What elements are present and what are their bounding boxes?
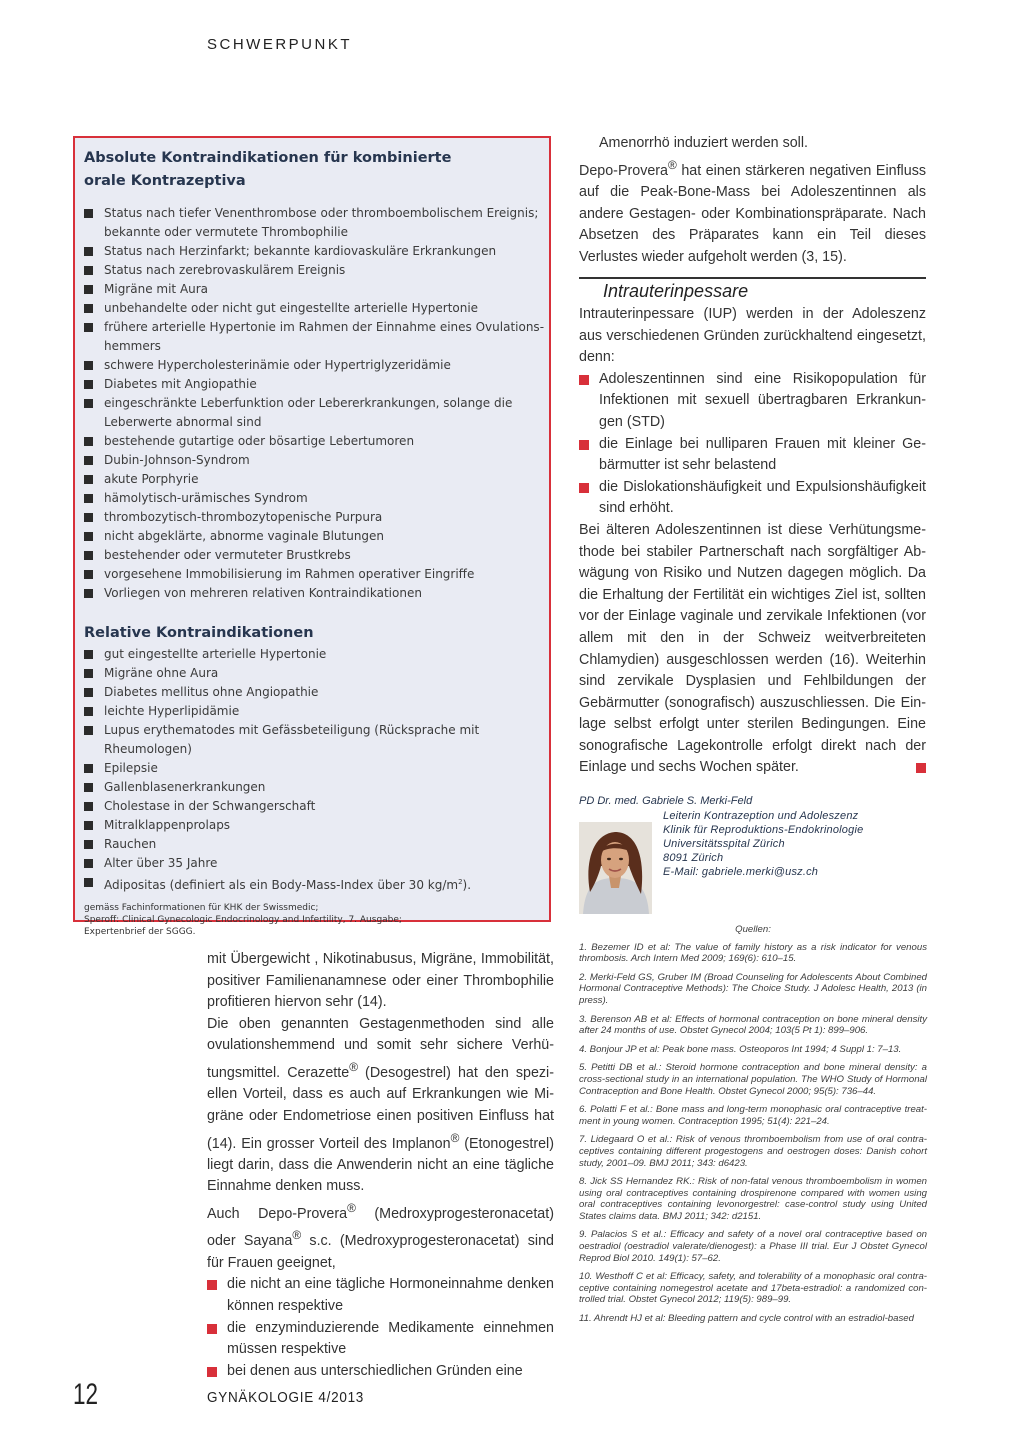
list-item: gut eingestellte arterielle Hypertonie bbox=[84, 645, 552, 664]
paragraph: Amenorrhö induziert werden soll. bbox=[599, 135, 808, 151]
reference-item: 10. Westhoff C et al: Efficacy, safety, and tolerability of a monophasic oral contraceptive containing nomegestrol acetate and 17beta-estradiol: a randomized controlled trial. Obstet Gynecol 2012; 119(5): 989–99. bbox=[579, 1271, 927, 1306]
list-item: bei denen aus unterschiedlichen Gründen eine bbox=[207, 1361, 554, 1383]
list-item: Diabetes mit Angiopathie bbox=[84, 375, 552, 394]
list-item: Rauchen bbox=[84, 835, 552, 854]
right-column-iup bbox=[579, 304, 926, 779]
list-item: leichte Hyperlipidämie bbox=[84, 702, 552, 721]
list-item: Migräne mit Aura bbox=[84, 280, 552, 299]
journal-title: GYNÄKOLOGIE 4/2013 bbox=[207, 1389, 365, 1406]
author-photo bbox=[579, 822, 652, 914]
list-item: Status nach zerebrovaskulärem Ereignis bbox=[84, 261, 552, 280]
list-item: die Dislokationshäufigkeit und Expulsionshäufigkeit sind erhöht. bbox=[579, 477, 926, 520]
reference-item: 4. Bonjour JP et al: Peak bone mass. Osteoporos Int 1994; 4 Suppl 1: 7–13. bbox=[579, 1043, 902, 1055]
list-item: die Einlage bei nulliparen Frauen mit kleiner Gebärmutter ist sehr belastend bbox=[579, 434, 926, 477]
list-item: eingeschränkte Leberfunktion oder Lebererkrankungen, solange die Leberwerte abnormal sind bbox=[84, 394, 552, 432]
page-number: 12 bbox=[73, 1378, 99, 1411]
list-item: schwere Hypercholesterinämie oder Hypertriglyzeridämie bbox=[84, 356, 552, 375]
paragraph: Intrauterinpessare (IUP) werden in der Adoleszenz aus verschiedenen Gründen zurückhaltend eingesetzt, denn: bbox=[579, 306, 926, 366]
list-item: Adoleszentinnen sind eine Risikopopulation für Infektionen mit sexuell übertragbaren Erkrankungen (STD) bbox=[579, 369, 926, 434]
reference-item: 9. Palacios S et al.: Efficacy and safety of a novel oral contraceptive based on oestradiol (oestradiol valerate/dienogest): a Phase III trial. Eur J Obstet Gynecol Reprod Biol 2010. 149(1): 57–62. bbox=[579, 1229, 927, 1264]
reference-item: 5. Petitti DB et al.: Steroid hormone contraception and bone mineral density: a cross-sectional study in an international population. The WHO Study of Hormonal Contraception and Bone Health. Obstet Gynecol 2000; 95(5): 736–44. bbox=[579, 1062, 927, 1097]
iup-reasons-list bbox=[579, 369, 926, 520]
relative-contraindications-title: Relative Kontraindikationen bbox=[84, 625, 314, 641]
reference-item: 8. Jick SS Hernandez RK.: Risk of non-fatal venous thromboembolism in women using oral contraceptives containing drospirenone compared with women using oral contraceptives containing levonorgestrel: case-control study using United States claims data. BMJ 2011; 342: d2151. bbox=[579, 1176, 927, 1222]
reference-item: 1. Bezemer ID et al: The value of family history as a risk indicator for venous thrombosis. Arch Intern Med 2009; 169(6): 610–15. bbox=[579, 941, 927, 965]
list-item: frühere arterielle Hypertonie im Rahmen der Einnahme eines Ovulationshemmers bbox=[84, 318, 552, 356]
relative-contraindications-list bbox=[84, 645, 549, 895]
author-name: PD Dr. med. Gabriele S. Merki-Feld bbox=[579, 795, 753, 807]
list-item: thrombozytisch-thrombozytopenische Purpura bbox=[84, 508, 552, 527]
list-item: Epilepsie bbox=[84, 759, 552, 778]
reference-item: 11. Ahrendt HJ et al: Bleeding pattern and cycle control with an estradiol-based bbox=[579, 1313, 914, 1325]
author-affiliation: Leiterin Kontrazeption und Adoleszenz Klinik für Reproduktions-Endokrinologie Universitätsspital Zürich 8091 Zürich E-Mail: gabriele.merki@usz.ch bbox=[663, 810, 864, 878]
list-item: die enzyminduzierende Medikamente einnehmen müssen respektive bbox=[207, 1318, 554, 1361]
list-item: Vorliegen von mehreren relativen Kontraindikationen bbox=[84, 584, 552, 603]
section-divider bbox=[579, 277, 926, 279]
list-item: Gallenblasenerkrankungen bbox=[84, 778, 552, 797]
list-item: hämolytisch-urämisches Syndrom bbox=[84, 489, 552, 508]
list-item: Lupus erythematodes mit Gefässbeteiligung (Rücksprache mit Rheumologen) bbox=[84, 721, 552, 759]
list-item: Adipositas (definiert als ein Body-Mass-Index über 30 $kg/m^2$). bbox=[84, 873, 552, 895]
absolute-contraindications-list bbox=[84, 204, 549, 603]
box-sources: gemäss Fachinformationen für KHK der Swissmedic; Speroff: Clinical Gynecologic Endocrinology and Infertility, 7. Ausgabe; Expertenbrief der SGGG. bbox=[84, 903, 402, 937]
reference-item: 3. Berenson AB et al: Effects of hormonal contraception on bone mineral density after 24 months of use. Obstet Gynecol 2004; 103(5 Pt 1): 899–906. bbox=[579, 1013, 927, 1037]
section-title-iup: Intrauterinpessare bbox=[603, 281, 749, 301]
paragraph: Auch Depo-Provera® (Medroxyprogesteronacetat) oder Sayana® s.c. (Medroxyprogesteronacetat) sind für Frauen geeignet, bbox=[207, 1201, 554, 1271]
list-item: Cholestase in der Schwangerschaft bbox=[84, 797, 552, 816]
reference-item: 7. Lidegaard O et al.: Risk of venous thromboembolism from use of oral contraceptives containing different progestogens and oestrogen doses: Danish cohort study, 2001–09. BMJ 2011; 343: d6423. bbox=[579, 1134, 927, 1169]
list-item: akute Porphyrie bbox=[84, 470, 552, 489]
bullet-list bbox=[207, 1274, 554, 1382]
list-item: vorgesehene Immobilisierung im Rahmen operativer Eingriffe bbox=[84, 565, 552, 584]
references bbox=[579, 924, 927, 1332]
list-item: bestehende gutartige oder bösartige Lebertumoren bbox=[84, 432, 552, 451]
contraindications-box bbox=[73, 136, 551, 937]
list-item: Diabetes mellitus ohne Angiopathie bbox=[84, 683, 552, 702]
list-item: Alter über 35 Jahre bbox=[84, 854, 552, 873]
end-mark bbox=[916, 763, 926, 773]
list-item: die nicht an eine tägliche Hormoneinnahme denken können respektive bbox=[207, 1274, 554, 1317]
paragraph: Die oben genannten Gestagenmethoden sind alle ovulationshemmend und somit sehr sichere Verhütungsmittel. Cerazette® (Desogestrel) hat den speziellen Vorteil, dass es auch auf Erkrankungen wie Migräne oder Endometriose einen positiven Einfluss hat (14). Ein grosser Vorteil des Implanon® (Etonogestrel) liegt darin, dass die Anwenderin nicht an eine tägliche Einnahme denken muss. bbox=[207, 1015, 554, 1195]
list-item: Migräne ohne Aura bbox=[84, 664, 552, 683]
paragraph: mit Übergewicht , Nikotinabusus, Migräne, Immobilität, positiver Familienanamnese oder einer Thrombophilie profitieren hiervon sehr (14). bbox=[207, 951, 554, 1011]
author-email: E-Mail: gabriele.merki@usz.ch bbox=[663, 866, 819, 878]
paragraph: Depo-Provera® hat einen stärkeren negativen Einfluss auf die Peak-Bone-Mass bei Adoleszentinnen als andere Gestagen- oder Kombinationspräparate. Nach Absetzen des Präparates kann ein Teil dieses Verlustes wieder aufgeholt werden (3, 15). bbox=[579, 157, 926, 265]
reference-item: 2. Merki-Feld GS, Gruber IM (Broad Counseling for Adolescents About Combined Hormonal Contraceptive Methods): The Choice Study. J Adolesc Health, 2013 (in press). bbox=[579, 971, 927, 1006]
list-item: Dubin-Johnson-Syndrom bbox=[84, 451, 552, 470]
paragraph: Bei älteren Adoleszentinnen ist diese Verhütungsmethode bei stabiler Partnerschaft nach sorgfältiger Abwägung von Risiko und Nutzen dagegen möglich. Da die Erhaltung der Fertilität ein wichtiges Ziel ist, sollten vor der Einlage vaginale und zervikale Infektionen (vor allem mit den in der Schweiz weitverbreiteten Chlamydien) ausgeschlossen werden (16). Weiterhin sind zervikale Dysplasien und Fehlbildungen der Gebärmutter (sonografisch) auszuschliessen. Die Einlage selbst erfolgt unter sterilen Bedingungen. Eine sonografische Lagekontrolle erfolgt direkt nach der Einlage und sechs Wochen später. bbox=[579, 521, 926, 776]
right-column-top bbox=[579, 133, 926, 268]
list-item: Status nach Herzinfarkt; bekannte kardiovaskuläre Erkrankungen bbox=[84, 242, 552, 261]
reference-item: 6. Polatti F et al.: Bone mass and long-term monophasic oral contraceptive treatment in young women. Contraception 1995; 51(4): 221–24. bbox=[579, 1104, 927, 1127]
left-column-bottom bbox=[207, 949, 554, 1382]
list-item: unbehandelte oder nicht gut eingestellte arterielle Hypertonie bbox=[84, 299, 552, 318]
references-heading: Quellen: bbox=[735, 924, 771, 935]
list-item: nicht abgeklärte, abnorme vaginale Blutungen bbox=[84, 527, 552, 546]
list-item: Mitralklappenprolaps bbox=[84, 816, 552, 835]
section-header: SCHWERPUNKT bbox=[207, 36, 353, 53]
absolute-contraindications-title: Absolute Kontraindikationen für kombinierte orale Kontrazeptiva bbox=[84, 150, 452, 189]
list-item: bestehender oder vermuteter Brustkrebs bbox=[84, 546, 552, 565]
list-item: Status nach tiefer Venenthrombose oder thromboembolischem Ereignis; bekannte oder vermutete Thrombophilie bbox=[84, 204, 552, 242]
